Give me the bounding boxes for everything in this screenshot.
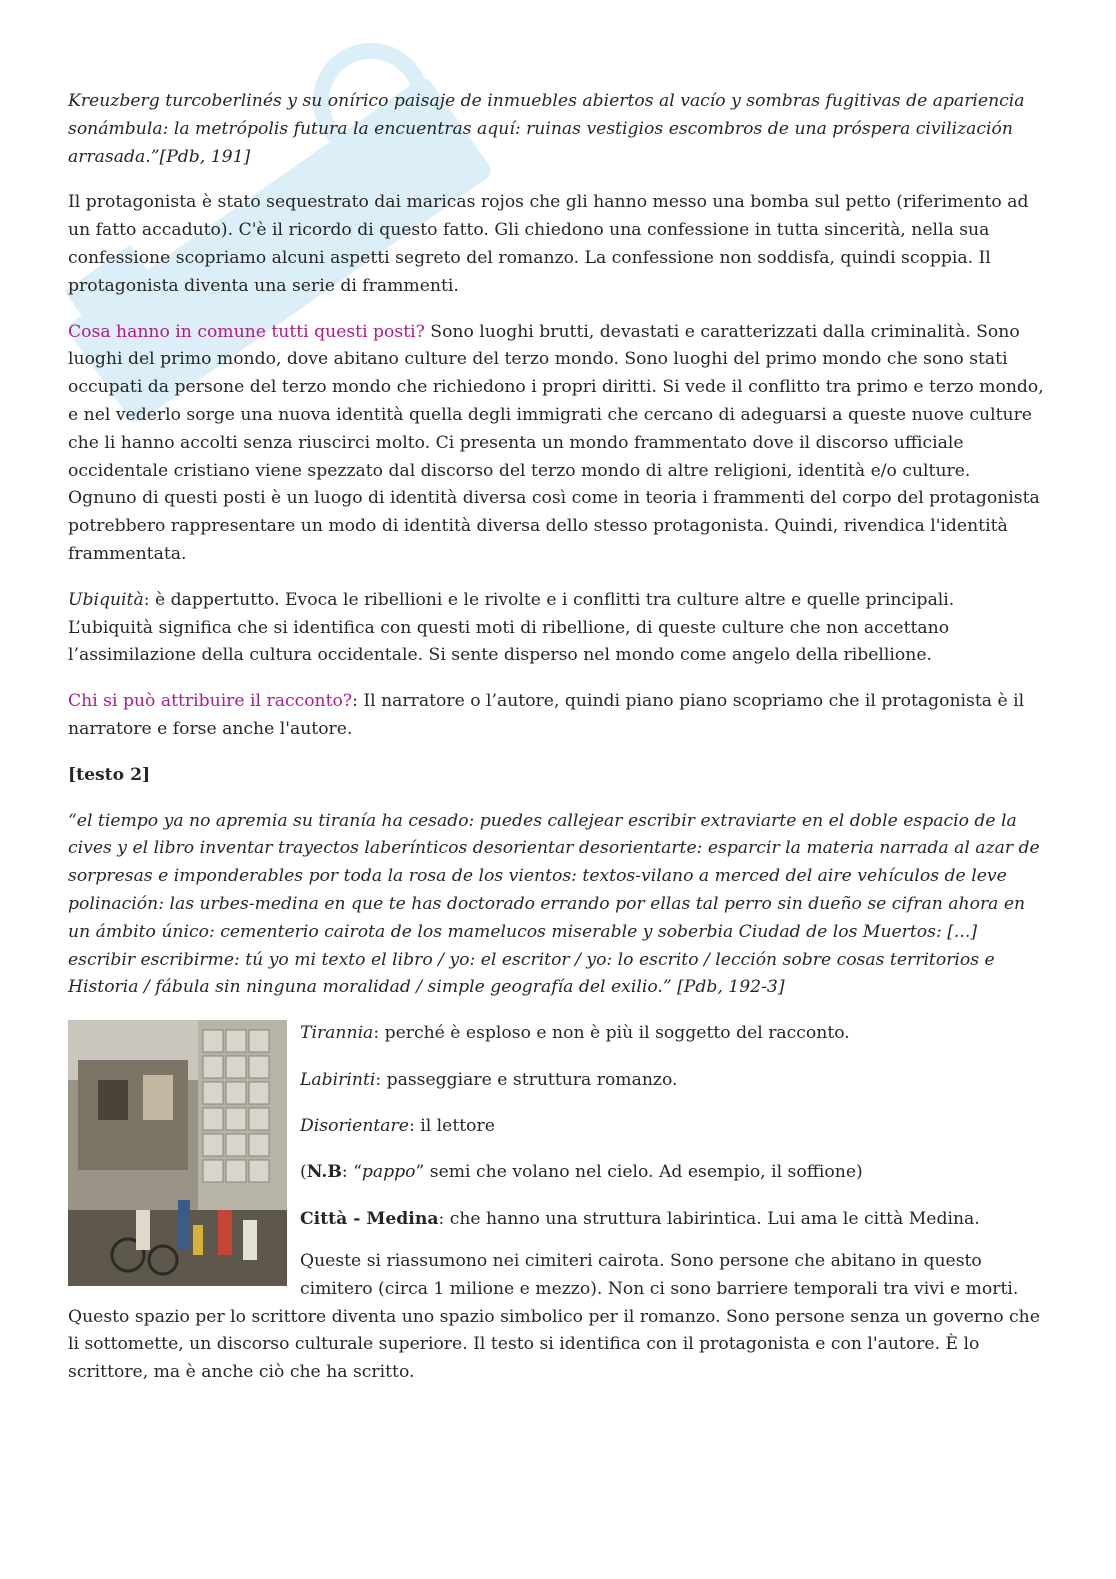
paragraph-protagonist: Il protagonista è stato sequestrato dai maricas rojos che gli hanno messo una bomba sul petto (riferimento ad un fatto accaduto). C'è il ricordo di questo fatto. Gli chiedono una confessione in tutta sincerità, nella sua confessione scopriamo alcuni aspetti segreto del romanzo. La confessione non soddisfa, quindi scoppia. Il protagonista diventa una serie di frammenti. (68, 192, 1029, 296)
ubiquity-body: : è dappertutto. Evoca le ribellioni e le rivolte e i conflitti tra culture altre e quelle principali. L’ubiquità significa che si identifica con questi moti di ribellione, di queste culture che non accettano l’assimilazione della cultura occidentale. Si sente disperso nel mondo come angelo della ribellione. (68, 589, 955, 666)
question-places: Cosa hanno in comune tutti questi posti? (68, 321, 425, 342)
gloss-term: Labirinti (300, 1069, 376, 1090)
final-paragraph: Queste si riassumono nei cimiteri cairota. Sono persone che abitano in questo cimitero (circa 1 milione e mezzo). Non ci sono barriere temporali tra vivi e morti. Questo spazio per lo scrittore diventa uno spazio simbolico per il romanzo. Sono persone senza un governo che li sottomette, un discorso culturale superiore. Il testo si identifica con il protagonista e con l'autore. È lo scrittore, ma è anche ciò che ha scritto. (68, 1251, 1040, 1383)
paragraph-places (68, 319, 1044, 569)
answer-places: Sono luoghi brutti, devastati e caratterizzati dalla criminalità. Sono luoghi del primo mondo, dove abitano culture del terzo mondo. Sono luoghi del primo mondo che sono stati occupati da persone del terzo mondo che richiedono i propri diritti. Si vede il conflitto tra primo e terzo mondo, e nel vederlo sorge una nuova identità quella degli immigrati che cercano di adeguarsi a queste nuove culture che li hanno accolti senza riuscirci molto. Ci presenta un mondo frammentato dove il discorso ufficiale occidentale cristiano viene spezzato dal discorso del terzo mondo di altre religioni, identità e/o culture. Ognuno di questi posti è un luogo di identità diversa così come in teoria i frammenti del corpo del protagonista potrebbero rappresentare un modo di identità diversa dello stesso protagonista. Quindi, rivendica l'identità frammentata. (68, 321, 1044, 564)
note-label: N.B (306, 1162, 342, 1183)
spanish-quote-1: Kreuzberg turcoberlinés y su onírico paisaje de inmuebles abiertos al vacío y sombras fugitivas de apariencia sonámbula: la metrópolis futura la encuentras aquí: ruinas vestigios escombros de una próspera civilización arrasada.”[Pdb, 191] (68, 91, 1025, 167)
gloss-body: : il lettore (408, 1115, 495, 1136)
cemetery-photo (68, 1020, 287, 1286)
answer-narrator: : Il narratore o l’autore, quindi piano piano scopriamo che il protagonista è il narratore e forse anche l'autore. (68, 691, 1025, 739)
note-pappo: (N.B: “pappo” semi che volano nel cielo. Ad esempio, il soffione) (300, 1162, 863, 1183)
gloss-term: Tirannia (300, 1023, 374, 1044)
note-word: pappo (361, 1162, 416, 1183)
section-heading-testo-2: [testo 2] (68, 764, 151, 785)
gloss-body: : perché è esploso e non è più il soggetto del racconto. (373, 1023, 850, 1044)
spanish-quote-2: “el tiempo ya no apremia su tiranía ha cesado: puedes callejear escribir extraviarte en el doble espacio de la cives y el libro inventar trayectos laberínticos desorientar desorientarte: esparcir la materia narrada al azar de sorpresas e imponderables por toda la rosa de los vientos: textos-vilano a merced del aire vehículos de leve polinación: las urbes-medina en que te has doctorado errando por ellas tal perro sin dueño se cifran ahora en un ámbito único: cementerio cairota de los mamelucos miserable y soberbia Ciudad de los Muertos: [...] escribir escribirme: tú yo mi texto el libro / yo: el escritor / yo: lo escrito / lección sobre cosas territorios e Historia / fábula sin ninguna moralidad / simple geografía del exilio.” [Pdb, 192-3] (68, 810, 1040, 998)
question-narrator: Chi si può attribuire il racconto? (68, 691, 353, 712)
gloss-body: : passeggiare e struttura romanzo. (375, 1069, 678, 1090)
gloss-term: Disorientare (300, 1115, 409, 1136)
paragraph-ubiquity (68, 587, 1044, 670)
paragraph-narrator (68, 688, 1044, 744)
document-page (68, 88, 1044, 1405)
term-ubiquity: Ubiquità (68, 589, 144, 610)
medina-term: Città - Medina (300, 1208, 439, 1229)
medina-body: : che hanno una struttura labirintica. Lui ama le città Medina. (438, 1208, 980, 1229)
